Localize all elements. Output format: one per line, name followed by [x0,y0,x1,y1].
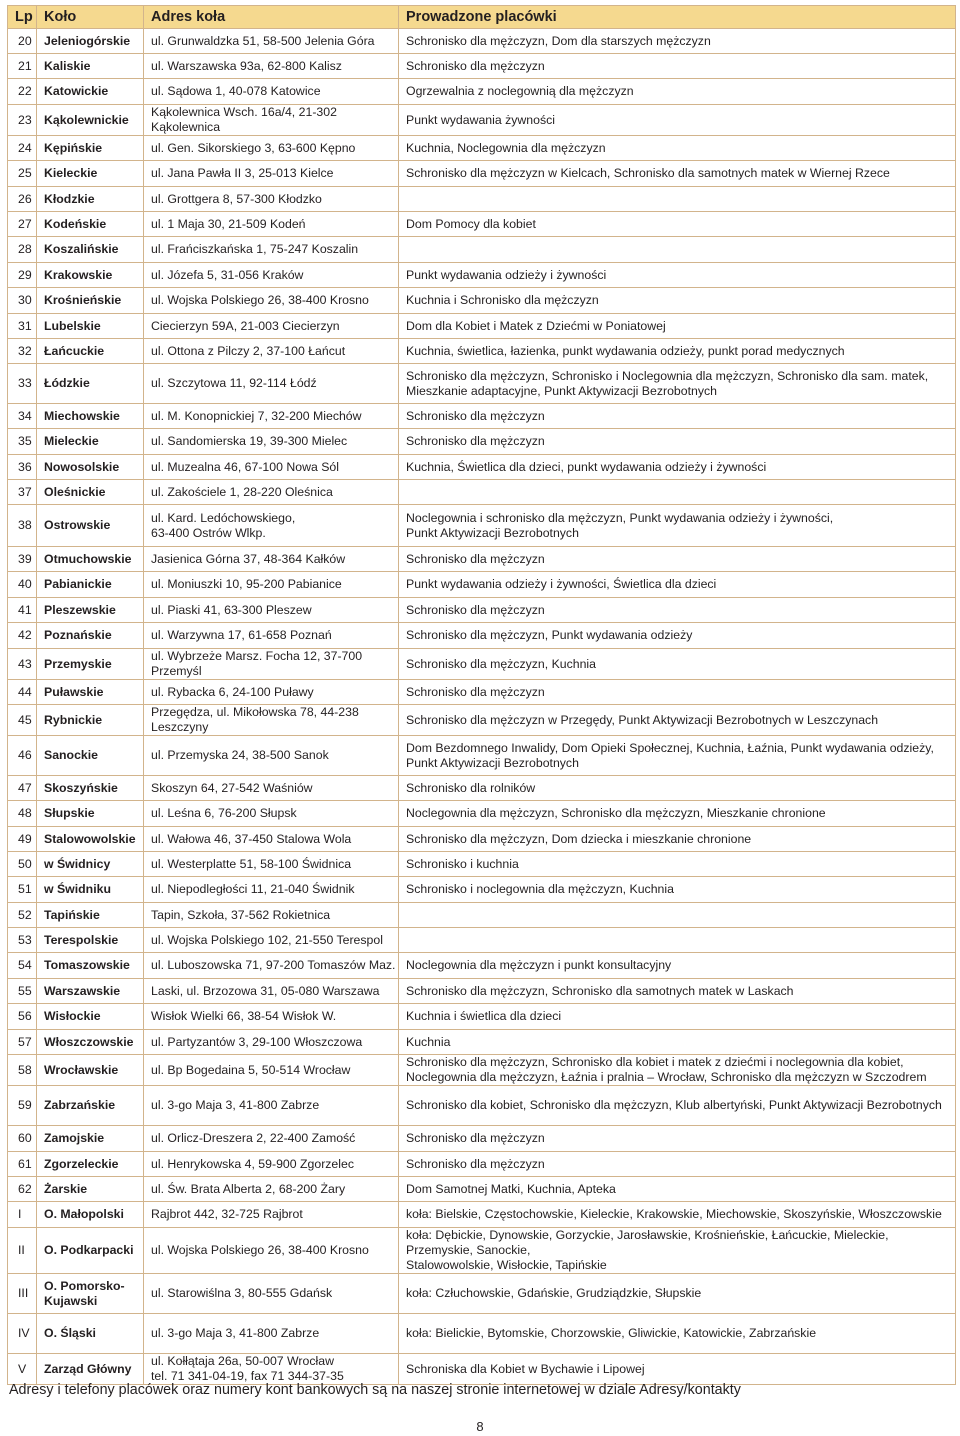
branch-name: Sanockie [37,736,144,776]
table-row [8,136,956,161]
branch-facilities: Noclegownia dla mężczyzn, Schronisko dla mężczyzn, Mieszkanie chronione [399,801,956,827]
branch-address: Przegędza, ul. Mikołowska 78, 44-238 Leszczyny [144,705,399,736]
table-row [8,598,956,623]
branch-name: Kieleckie [37,161,144,187]
branch-name: Krośnieńskie [37,288,144,314]
branch-name: Łańcuckie [37,339,144,364]
branch-facilities: Kuchnia, Świetlica dla dzieci, punkt wydawania odzieży i żywności [399,455,956,480]
table-row [8,212,956,237]
row-number: III [8,1274,37,1314]
row-number: V [8,1354,37,1385]
branch-facilities [399,480,956,505]
table-row [8,1055,956,1086]
branch-facilities: Schronisko dla mężczyzn, Dom dla starszych mężczyzn [399,29,956,54]
branch-facilities: Schronisko dla mężczyzn [399,547,956,572]
branch-name: Jeleniogórskie [37,29,144,54]
branch-name: O. Podkarpacki [37,1228,144,1274]
branch-name: Wisłockie [37,1004,144,1030]
branch-name: Pabianickie [37,572,144,598]
branch-facilities: Ogrzewalnia z noclegownią dla mężczyzn [399,79,956,105]
row-number: 56 [8,1004,37,1030]
branch-facilities: Schronisko dla mężczyzn [399,1152,956,1177]
table-row [8,29,956,54]
branch-facilities: Schronisko i noclegownia dla mężczyzn, Kuchnia [399,877,956,903]
table-row [8,288,956,314]
branch-name: Wrocławskie [37,1055,144,1086]
branch-address: ul. Rybacka 6, 24-100 Puławy [144,680,399,705]
table-row [8,314,956,339]
row-number: 47 [8,776,37,801]
table-row [8,736,956,776]
table-row [8,623,956,649]
branch-address: ul. M. Konopnickiej 7, 32-200 Miechów [144,404,399,429]
row-number: 22 [8,79,37,105]
branch-address: ul. Luboszowska 71, 97-200 Tomaszów Maz. [144,953,399,979]
table-row [8,1126,956,1152]
row-number: II [8,1228,37,1274]
branch-facilities: koła: Bielickie, Bytomskie, Chorzowskie, Gliwickie, Katowickie, Zabrzańskie [399,1314,956,1354]
row-number: 62 [8,1177,37,1202]
branch-name: Zgorzeleckie [37,1152,144,1177]
branch-name: O. Śląski [37,1314,144,1354]
branch-name: Żarskie [37,1177,144,1202]
row-number: 23 [8,105,37,136]
branch-facilities: Schronisko dla mężczyzn w Kielcach, Schronisko dla samotnych matek w Wiernej Rzece [399,161,956,187]
branch-name: Koszalińskie [37,237,144,263]
branch-facilities: koła: Bielskie, Częstochowskie, Kieleckie, Krakowskie, Miechowskie, Skoszyńskie, Włoszczowskie [399,1202,956,1228]
branch-name: Otmuchowskie [37,547,144,572]
table-row [8,505,956,547]
table-row [8,547,956,572]
branch-address: Wisłok Wielki 66, 38-54 Wisłok W. [144,1004,399,1030]
table-row [8,979,956,1004]
branch-facilities: Noclegownia dla mężczyzn i punkt konsultacyjny [399,953,956,979]
branch-name: Katowickie [37,79,144,105]
branch-facilities: Dom dla Kobiet i Matek z Dziećmi w Poniatowej [399,314,956,339]
branch-facilities: Noclegownia i schronisko dla mężczyzn, Punkt wydawania odzieży i żywności, Punkt Aktywizacji Bezrobotnych [399,505,956,547]
row-number: 35 [8,429,37,455]
branch-address: ul. Sandomierska 19, 39-300 Mielec [144,429,399,455]
branch-address: ul. Przemyska 24, 38-500 Sanok [144,736,399,776]
row-number: 59 [8,1086,37,1126]
branch-address: ul. Partyzantów 3, 29-100 Włoszczowa [144,1030,399,1055]
branch-address: Kąkolewnica Wsch. 16a/4, 21-302 Kąkolewnica [144,105,399,136]
branch-facilities: Kuchnia, świetlica, łazienka, punkt wydawania odzieży, punkt porad medycznych [399,339,956,364]
branch-name: w Świdnicy [37,852,144,877]
row-number: 20 [8,29,37,54]
branch-facilities: Schronisko dla mężczyzn, Dom dziecka i mieszkanie chronione [399,827,956,852]
row-number: 61 [8,1152,37,1177]
branch-name: Przemyskie [37,649,144,680]
table-row [8,237,956,263]
table-row [8,1354,956,1385]
table-row [8,54,956,79]
branch-facilities: Schronisko dla mężczyzn, Punkt wydawania odzieży [399,623,956,649]
branch-facilities [399,187,956,212]
branch-name: O. Małopolski [37,1202,144,1228]
branch-name: Skoszyńskie [37,776,144,801]
branch-facilities: Schroniska dla Kobiet w Bychawie i Lipowej [399,1354,956,1385]
branch-address: ul. Piaski 41, 63-300 Pleszew [144,598,399,623]
row-number: 49 [8,827,37,852]
branch-address: ul. Grottgera 8, 57-300 Kłodzko [144,187,399,212]
table-row [8,1004,956,1030]
branch-address: ul. Jana Pawła II 3, 25-013 Kielce [144,161,399,187]
table-row [8,877,956,903]
branch-address: ul. Starowiślna 3, 80-555 Gdańsk [144,1274,399,1314]
row-number: 51 [8,877,37,903]
branch-address: Laski, ul. Brzozowa 31, 05-080 Warszawa [144,979,399,1004]
footer-note: Adresy i telefony placówek oraz numery kont bankowych są na naszej stronie internetowej w dziale Adresy/kontakty [9,1382,741,1398]
row-number: 21 [8,54,37,79]
row-number: 57 [8,1030,37,1055]
branch-facilities: Dom Samotnej Matki, Kuchnia, Apteka [399,1177,956,1202]
row-number: 58 [8,1055,37,1086]
table-row [8,801,956,827]
branch-address: Tapin, Szkoła, 37-562 Rokietnica [144,903,399,928]
row-number: 52 [8,903,37,928]
branch-facilities: Schronisko dla mężczyzn, Kuchnia [399,649,956,680]
branch-name: Kępińskie [37,136,144,161]
table-row [8,1030,956,1055]
branch-facilities: Schronisko i kuchnia [399,852,956,877]
branch-name: Poznańskie [37,623,144,649]
branch-name: Mieleckie [37,429,144,455]
table-row [8,187,956,212]
table-header [8,6,956,29]
branch-address: Ciecierzyn 59A, 21-003 Ciecierzyn [144,314,399,339]
branch-address: ul. Niepodległości 11, 21-040 Świdnik [144,877,399,903]
branch-name: Kłodzkie [37,187,144,212]
branch-facilities: Schronisko dla mężczyzn [399,404,956,429]
branch-address: ul. Św. Brata Alberta 2, 68-200 Żary [144,1177,399,1202]
branch-facilities: Dom Pomocy dla kobiet [399,212,956,237]
row-number: 27 [8,212,37,237]
branch-facilities: Kuchnia [399,1030,956,1055]
row-number: 54 [8,953,37,979]
row-number: 45 [8,705,37,736]
branch-facilities: Schronisko dla mężczyzn [399,598,956,623]
row-number: 37 [8,480,37,505]
row-number: 53 [8,928,37,953]
branch-facilities: Kuchnia i Schronisko dla mężczyzn [399,288,956,314]
row-number: 46 [8,736,37,776]
branch-name: Kąkolewnickie [37,105,144,136]
branch-address: ul. Warszawska 93a, 62-800 Kalisz [144,54,399,79]
branch-facilities: Schronisko dla mężczyzn w Przegędy, Punkt Aktywizacji Bezrobotnych w Leszczynach [399,705,956,736]
row-number: 36 [8,455,37,480]
row-number: 33 [8,364,37,404]
column-header-facilities: Prowadzone placówki [399,6,956,29]
row-number: 24 [8,136,37,161]
table-row [8,680,956,705]
column-header-address: Adres koła [144,6,399,29]
branch-name: Ostrowskie [37,505,144,547]
table-row [8,705,956,736]
branch-name: Kodeńskie [37,212,144,237]
branch-facilities: Schronisko dla mężczyzn [399,54,956,79]
branch-address: ul. Wałowa 46, 37-450 Stalowa Wola [144,827,399,852]
branch-address: ul. 1 Maja 30, 21-509 Kodeń [144,212,399,237]
branch-facilities: Schronisko dla mężczyzn, Schronisko i Noclegownia dla mężczyzn, Schronisko dla sam. matek, Mieszkanie adaptacyjne, Punkt Aktywizacji Bezrobotnych [399,364,956,404]
row-number: 39 [8,547,37,572]
table-row [8,903,956,928]
column-header-lp: Lp [8,6,37,29]
branch-directory-table [7,5,956,1385]
branch-facilities: Kuchnia i świetlica dla dzieci [399,1004,956,1030]
branch-facilities: Schronisko dla mężczyzn [399,429,956,455]
branch-address: ul. Wojska Polskiego 26, 38-400 Krosno [144,1228,399,1274]
branch-name: Rybnickie [37,705,144,736]
branch-name: Oleśnickie [37,480,144,505]
table-row [8,1274,956,1314]
branch-address: ul. Szczytowa 11, 92-114 Łódź [144,364,399,404]
table-row [8,1314,956,1354]
row-number: 48 [8,801,37,827]
branch-name: Zabrzańskie [37,1086,144,1126]
branch-address: Skoszyn 64, 27-542 Waśniów [144,776,399,801]
table-row [8,827,956,852]
branch-address: ul. Sądowa 1, 40-078 Katowice [144,79,399,105]
branch-facilities: Kuchnia, Noclegownia dla mężczyzn [399,136,956,161]
branch-name: Lubelskie [37,314,144,339]
branch-name: Pleszewskie [37,598,144,623]
branch-address: ul. Wojska Polskiego 26, 38-400 Krosno [144,288,399,314]
table-row [8,105,956,136]
table-row [8,1228,956,1274]
branch-name: Słupskie [37,801,144,827]
row-number: 30 [8,288,37,314]
branch-facilities: Dom Bezdomnego Inwalidy, Dom Opieki Społecznej, Kuchnia, Łaźnia, Punkt wydawania odzieży, Punkt Aktywizacji Bezrobotnych [399,736,956,776]
row-number: 42 [8,623,37,649]
branch-name: Puławskie [37,680,144,705]
branch-facilities: Schronisko dla mężczyzn [399,680,956,705]
table-row [8,161,956,187]
table-row [8,404,956,429]
branch-address: ul. Frańciszkańska 1, 75-247 Koszalin [144,237,399,263]
row-number: 60 [8,1126,37,1152]
branch-name: Kaliskie [37,54,144,79]
row-number: 50 [8,852,37,877]
table-row [8,1177,956,1202]
branch-facilities: Schronisko dla mężczyzn, Schronisko dla kobiet i matek z dziećmi i noclegownia dla kobiet, Noclegownia dla mężczyzn, Łaźnia i pralnia – Wrocław, Schronisko dla mężczyzn w Szczodrem [399,1055,956,1086]
branch-address: ul. Leśna 6, 76-200 Słupsk [144,801,399,827]
row-number: IV [8,1314,37,1354]
table-row [8,1202,956,1228]
row-number: 28 [8,237,37,263]
row-number: 31 [8,314,37,339]
branch-address: ul. Wybrzeże Marsz. Focha 12, 37-700 Przemyśl [144,649,399,680]
table-row [8,953,956,979]
branch-name: Zamojskie [37,1126,144,1152]
table-row [8,364,956,404]
row-number: 55 [8,979,37,1004]
branch-name: Łódzkie [37,364,144,404]
table-row [8,776,956,801]
branch-name: Terespolskie [37,928,144,953]
branch-facilities [399,928,956,953]
branch-address: ul. 3-go Maja 3, 41-800 Zabrze [144,1314,399,1354]
branch-address: ul. 3-go Maja 3, 41-800 Zabrze [144,1086,399,1126]
branch-address: Jasienica Górna 37, 48-364 Kałków [144,547,399,572]
table-row [8,79,956,105]
branch-name: Miechowskie [37,404,144,429]
branch-facilities: koła: Dębickie, Dynowskie, Gorzyckie, Jarosławskie, Krośnieńskie, Łańcuckie, Mieleckie, Przemyskie, Sanockie, Stalowowolskie, Wisłockie, Tapińskie [399,1228,956,1274]
table-row [8,852,956,877]
row-number: 29 [8,263,37,288]
table-body [8,29,956,1385]
branch-address: ul. Moniuszki 10, 95-200 Pabianice [144,572,399,598]
branch-address: ul. Orlicz-Dreszera 2, 22-400 Zamość [144,1126,399,1152]
branch-address: ul. Warzywna 17, 61-658 Poznań [144,623,399,649]
branch-facilities: koła: Człuchowskie, Gdańskie, Grudziądzkie, Słupskie [399,1274,956,1314]
branch-address: ul. Bp Bogedaina 5, 50-514 Wrocław [144,1055,399,1086]
row-number: 44 [8,680,37,705]
table-row [8,263,956,288]
branch-address: ul. Kard. Ledóchowskiego, 63-400 Ostrów Wlkp. [144,505,399,547]
branch-facilities: Punkt wydawania odzieży i żywności [399,263,956,288]
table-row [8,339,956,364]
branch-name: Zarząd Główny [37,1354,144,1385]
row-number: 25 [8,161,37,187]
table-row [8,1086,956,1126]
table-row [8,1152,956,1177]
branch-address: ul. Grunwaldzka 51, 58-500 Jelenia Góra [144,29,399,54]
row-number: 40 [8,572,37,598]
branch-address: ul. Kołłątaja 26a, 50-007 Wrocław tel. 71 341-04-19, fax 71 344-37-35 [144,1354,399,1385]
branch-facilities [399,903,956,928]
row-number: I [8,1202,37,1228]
branch-address: ul. Ottona z Pilczy 2, 37-100 Łańcut [144,339,399,364]
branch-address: ul. Westerplatte 51, 58-100 Świdnica [144,852,399,877]
branch-name: w Świdniku [37,877,144,903]
branch-facilities: Punkt wydawania żywności [399,105,956,136]
branch-facilities [399,237,956,263]
branch-name: Warszawskie [37,979,144,1004]
row-number: 41 [8,598,37,623]
branch-address: ul. Wojska Polskiego 102, 21-550 Terespol [144,928,399,953]
table-row [8,429,956,455]
row-number: 32 [8,339,37,364]
branch-address: ul. Henrykowska 4, 59-900 Zgorzelec [144,1152,399,1177]
branch-facilities: Schronisko dla mężczyzn [399,1126,956,1152]
row-number: 26 [8,187,37,212]
branch-facilities: Punkt wydawania odzieży i żywności, Świetlica dla dzieci [399,572,956,598]
branch-address: Rajbrot 442, 32-725 Rajbrot [144,1202,399,1228]
branch-facilities: Schronisko dla mężczyzn, Schronisko dla samotnych matek w Laskach [399,979,956,1004]
column-header-name: Koło [37,6,144,29]
row-number: 34 [8,404,37,429]
branch-name: Nowosolskie [37,455,144,480]
branch-address: ul. Gen. Sikorskiego 3, 63-600 Kępno [144,136,399,161]
branch-name: Krakowskie [37,263,144,288]
table-row [8,480,956,505]
table-row [8,572,956,598]
table-row [8,649,956,680]
branch-name: O. Pomorsko- Kujawski [37,1274,144,1314]
branch-name: Włoszczowskie [37,1030,144,1055]
branch-name: Stalowowolskie [37,827,144,852]
branch-facilities: Schronisko dla rolników [399,776,956,801]
branch-address: ul. Muzealna 46, 67-100 Nowa Sól [144,455,399,480]
branch-address: ul. Zakościele 1, 28-220 Oleśnica [144,480,399,505]
page-number: 8 [476,1419,484,1434]
branch-name: Tapińskie [37,903,144,928]
row-number: 38 [8,505,37,547]
table-header-row [8,6,956,29]
branch-address: ul. Józefa 5, 31-056 Kraków [144,263,399,288]
table-row [8,455,956,480]
row-number: 43 [8,649,37,680]
table-row [8,928,956,953]
branch-facilities: Schronisko dla kobiet, Schronisko dla mężczyzn, Klub albertyński, Punkt Aktywizacji Bezrobotnych [399,1086,956,1126]
branch-name: Tomaszowskie [37,953,144,979]
